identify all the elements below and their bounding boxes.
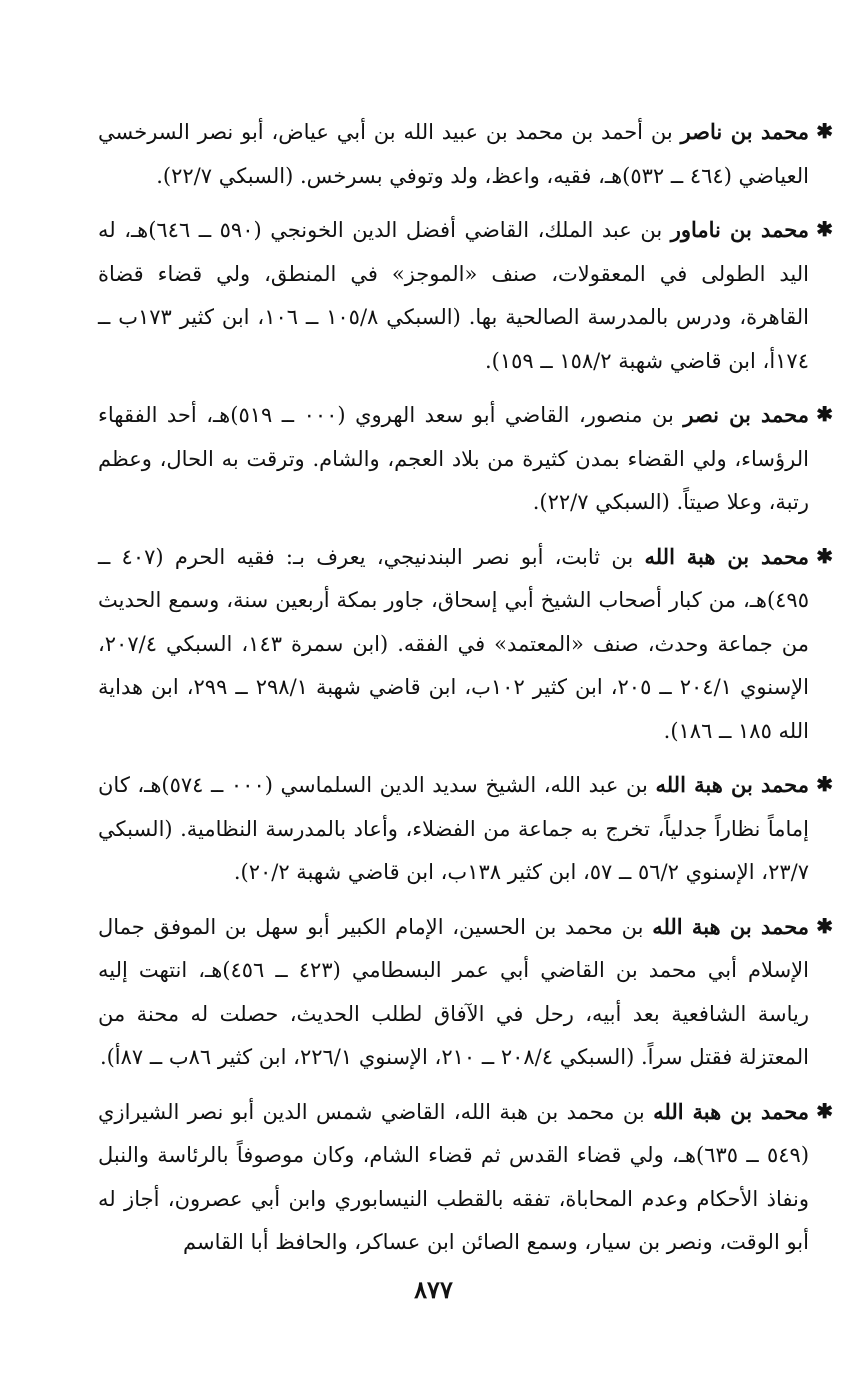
entry-text: بن عبد الله، الشيخ سديد الدين السلماسي (٠٠٠ ــ ٥٧٤)هـ، كان إماماً نظاراً جدلياً، تخرج به جماعة من الفضلاء، وأعاد بالمدرسة النظامية. (السبكي ٢٣/٧، الإسنوي ٥٦/٢ ــ ٥٧، ابن كثير ١٣٨ب، ابن قاضي شهبة ٢٠/٢). — [98, 773, 809, 884]
document-body — [98, 110, 833, 1275]
entry-name: محمد بن هبة الله — [653, 1098, 809, 1124]
entry-name: محمد بن نصر — [683, 402, 809, 427]
page-number: ٨٧٧ — [414, 1275, 453, 1304]
entry-bullet-icon: ✱ — [816, 913, 833, 938]
entry-bullet-icon: ✱ — [816, 217, 833, 241]
biography-entry — [98, 535, 833, 754]
entry-name: محمد بن ناصر — [680, 119, 809, 144]
entry-name: محمد بن هبة الله — [652, 913, 809, 939]
entry-name: محمد بن هبة الله — [644, 543, 809, 569]
entry-text: بن عبد الملك، القاضي أفضل الدين الخونجي (٥٩٠ ــ ٦٤٦)هـ، له اليد الطولى في المعقولات، صنف «الموجز» في المنطق، ولي قضاء قضاة القاهرة، ودرس بالمدرسة الصالحية بها. (السبكي ١٠٥/٨ ــ ١٠٦، ابن كثير ١٧٣ب ــ ١٧٤أ، ابن قاضي شهبة ١٥٨/٢ ــ ١٥٩). — [98, 218, 810, 373]
entry-text: بن أحمد بن محمد بن عبيد الله بن أبي عياض، أبو نصر السرخسي العياضي (٤٦٤ ــ ٥٣٢)هـ، فقيه، واعظ، ولد وتوفي بسرخس. (السبكي ٢٢/٧). — [98, 120, 809, 188]
entry-name: محمد بن ناماور — [670, 217, 810, 242]
entry-bullet-icon: ✱ — [816, 119, 833, 143]
entry-text: بن محمد بن هبة الله، القاضي شمس الدين أبو نصر الشيرازي (٥٤٩ ــ ٦٣٥)هـ، ولي قضاء القدس ثم قضاء الشام، وكان موصوفاً بالرئاسة والنبل ونفاذ الأحكام وعدم المحاباة، تفقه بالقطب النيسابوري وابن أبي عصرون، أجاز له أبو الوقت، ونصر بن سيار، وسمع الصائن ابن عساكر، والحافظ أبا القاسم — [98, 1099, 810, 1254]
entry-bullet-icon: ✱ — [816, 402, 833, 426]
entry-bullet-icon: ✱ — [816, 772, 833, 796]
biography-entry — [98, 763, 833, 895]
entry-bullet-icon: ✱ — [816, 1098, 833, 1123]
entry-bullet-icon: ✱ — [816, 543, 833, 568]
entry-name: محمد بن هبة الله — [655, 772, 809, 797]
biography-entry — [98, 208, 833, 383]
entry-text: بن ثابت، أبو نصر البندنيجي، يعرف بـ: فقيه الحرم (٤٠٧ ــ ٤٩٥)هـ، من كبار أصحاب الشيخ أبي إسحاق، جاور بمكة أربعين سنة، وسمع الحديث من جماعة وحدث، صنف «المعتمد» في الفقه. (ابن سمرة ١٤٣، السبكي ٢٠٧/٤، الإسنوي ٢٠٤/١ ــ ٢٠٥، ابن كثير ١٠٢ب، ابن قاضي شهبة ٢٩٨/١ ــ ٢٩٩، ابن هداية الله ١٨٥ ــ ١٨٦). — [98, 544, 809, 743]
biography-entry — [98, 393, 833, 525]
biography-entry — [98, 110, 833, 198]
entry-text: بن محمد بن الحسين، الإمام الكبير أبو سهل بن الموفق جمال الإسلام أبي محمد بن القاضي أبي عمر البسطامي (٤٢٣ ــ ٤٥٦)هـ، انتهت إليه رياسة الشافعية بعد أبيه، رحل في الآفاق لطلب الحديث، حصلت له محنة من المعتزلة فقتل سراً. (السبكي ٢٠٨/٤ ــ ٢١٠، الإسنوي ٢٢٦/١، ابن كثير ٨٦ب ــ ٨٧أ). — [98, 914, 809, 1069]
biography-entry — [98, 1090, 833, 1265]
entry-text: بن منصور، القاضي أبو سعد الهروي (٠٠٠ ــ ٥١٩)هـ، أحد الفقهاء الرؤساء، ولي القضاء بمدن كثيرة من بلاد العجم، والشام. وترقت به الحال، وعظم رتبة، وعلا صيتاً. (السبكي ٢٢/٧). — [98, 403, 809, 514]
biography-entry — [98, 905, 833, 1080]
